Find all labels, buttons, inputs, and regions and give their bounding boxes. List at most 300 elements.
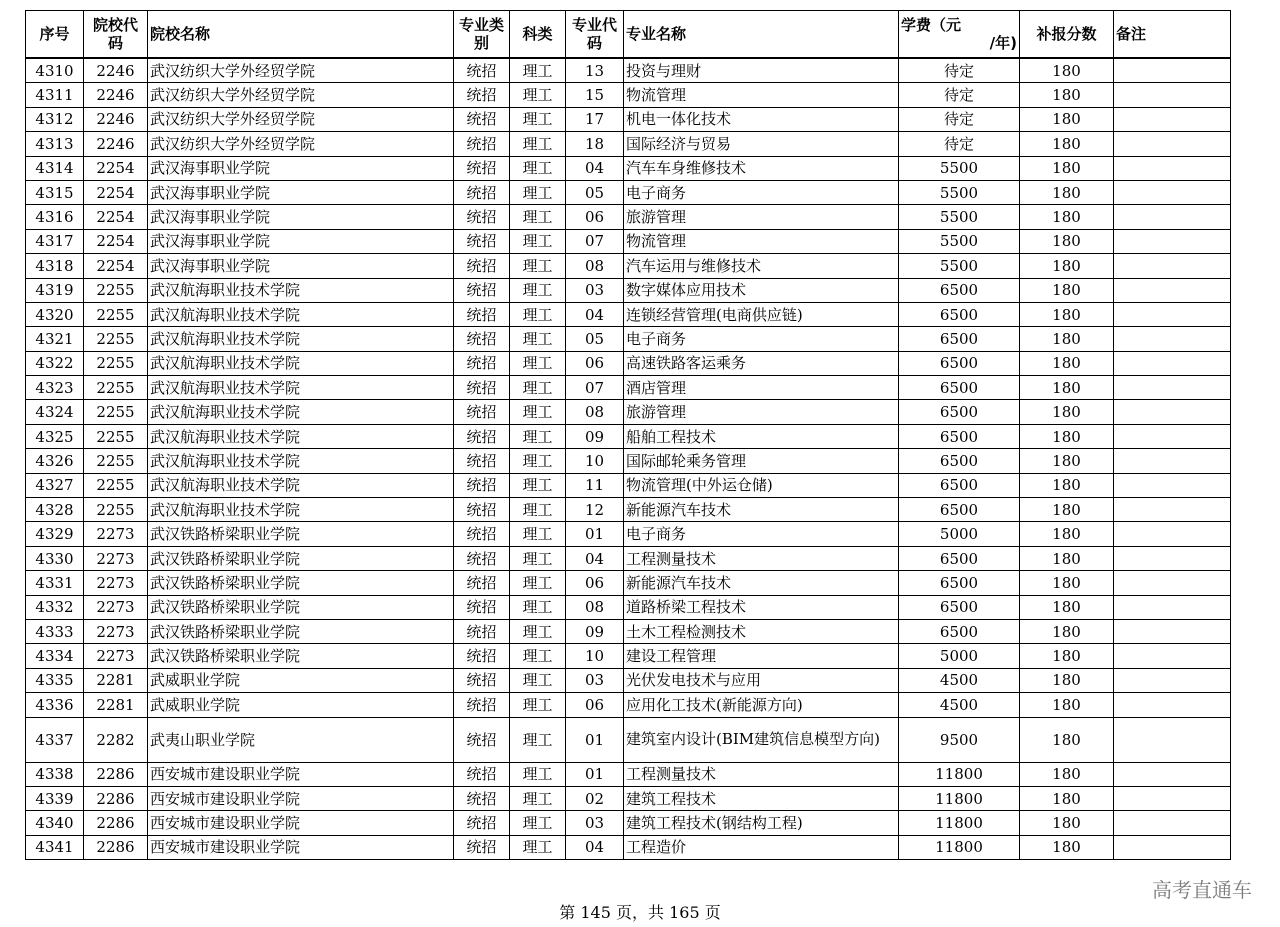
cell-major-name: 旅游管理 xyxy=(624,400,899,424)
cell-school-name: 武汉铁路桥梁职业学院 xyxy=(148,644,454,668)
table-row xyxy=(26,83,1231,107)
cell-school-name: 武汉铁路桥梁职业学院 xyxy=(148,522,454,546)
cell-major-code: 06 xyxy=(566,205,624,229)
cell-major-name: 酒店管理 xyxy=(624,376,899,400)
cell-school-name: 武汉航海职业技术学院 xyxy=(148,278,454,302)
cell-major-type: 统招 xyxy=(454,811,510,835)
cell-note xyxy=(1114,254,1231,278)
cell-school-name: 武汉纺织大学外经贸学院 xyxy=(148,83,454,107)
table-row xyxy=(26,786,1231,810)
cell-school-code: 2246 xyxy=(84,132,148,156)
cell-fee: 6500 xyxy=(899,473,1020,497)
cell-note xyxy=(1114,180,1231,204)
cell-fee: 6500 xyxy=(899,278,1020,302)
cell-category: 理工 xyxy=(510,717,566,762)
cell-fee: 6500 xyxy=(899,571,1020,595)
cell-score: 180 xyxy=(1020,762,1114,786)
cell-school-code: 2255 xyxy=(84,327,148,351)
cell-school-name: 武威职业学院 xyxy=(148,668,454,692)
cell-category: 理工 xyxy=(510,254,566,278)
cell-school-code: 2255 xyxy=(84,376,148,400)
page-footer: 第 145 页，共 165 页 xyxy=(559,903,721,922)
cell-school-name: 武汉海事职业学院 xyxy=(148,205,454,229)
table-row xyxy=(26,376,1231,400)
cell-school-name: 武汉海事职业学院 xyxy=(148,156,454,180)
cell-school-name: 武汉航海职业技术学院 xyxy=(148,449,454,473)
table-row xyxy=(26,571,1231,595)
cell-major-type: 统招 xyxy=(454,327,510,351)
cell-school-code: 2255 xyxy=(84,473,148,497)
cell-seq: 4322 xyxy=(26,351,84,375)
cell-note xyxy=(1114,278,1231,302)
cell-major-name: 土木工程检测技术 xyxy=(624,619,899,643)
cell-seq: 4314 xyxy=(26,156,84,180)
cell-school-code: 2273 xyxy=(84,619,148,643)
cell-major-name: 机电一体化技术 xyxy=(624,107,899,131)
cell-major-name: 投资与理财 xyxy=(624,58,899,83)
cell-major-name: 电子商务 xyxy=(624,327,899,351)
cell-major-name: 汽车运用与维修技术 xyxy=(624,254,899,278)
cell-category: 理工 xyxy=(510,449,566,473)
cell-score: 180 xyxy=(1020,400,1114,424)
header-fee-line1: 学费（元 xyxy=(901,16,962,34)
table-row xyxy=(26,693,1231,717)
cell-seq: 4324 xyxy=(26,400,84,424)
cell-school-code: 2246 xyxy=(84,58,148,83)
cell-seq: 4318 xyxy=(26,254,84,278)
cell-major-code: 03 xyxy=(566,668,624,692)
watermark: 高考直通车 xyxy=(1152,878,1252,902)
cell-fee: 5000 xyxy=(899,522,1020,546)
cell-category: 理工 xyxy=(510,571,566,595)
table-row xyxy=(26,254,1231,278)
cell-score: 180 xyxy=(1020,278,1114,302)
cell-seq: 4332 xyxy=(26,595,84,619)
cell-major-name: 物流管理(中外运仓储) xyxy=(624,473,899,497)
cell-school-code: 2254 xyxy=(84,254,148,278)
cell-category: 理工 xyxy=(510,58,566,83)
cell-category: 理工 xyxy=(510,327,566,351)
cell-major-name: 旅游管理 xyxy=(624,205,899,229)
cell-school-name: 武汉航海职业技术学院 xyxy=(148,424,454,448)
table-row xyxy=(26,668,1231,692)
cell-major-type: 统招 xyxy=(454,546,510,570)
cell-major-type: 统招 xyxy=(454,278,510,302)
cell-seq: 4337 xyxy=(26,717,84,762)
cell-note xyxy=(1114,546,1231,570)
cell-major-type: 统招 xyxy=(454,205,510,229)
cell-major-code: 08 xyxy=(566,254,624,278)
cell-note xyxy=(1114,522,1231,546)
cell-major-code: 11 xyxy=(566,473,624,497)
cell-major-name: 电子商务 xyxy=(624,522,899,546)
table-row xyxy=(26,229,1231,253)
cell-seq: 4327 xyxy=(26,473,84,497)
cell-category: 理工 xyxy=(510,229,566,253)
cell-category: 理工 xyxy=(510,498,566,522)
header-score: 补报分数 xyxy=(1020,11,1114,59)
cell-fee: 待定 xyxy=(899,58,1020,83)
cell-category: 理工 xyxy=(510,835,566,859)
cell-major-type: 统招 xyxy=(454,619,510,643)
cell-note xyxy=(1114,83,1231,107)
cell-seq: 4310 xyxy=(26,58,84,83)
cell-school-name: 武汉航海职业技术学院 xyxy=(148,327,454,351)
table-row xyxy=(26,400,1231,424)
cell-major-code: 04 xyxy=(566,835,624,859)
cell-score: 180 xyxy=(1020,644,1114,668)
cell-seq: 4340 xyxy=(26,811,84,835)
cell-major-name: 国际邮轮乘务管理 xyxy=(624,449,899,473)
cell-school-code: 2273 xyxy=(84,595,148,619)
cell-school-code: 2255 xyxy=(84,278,148,302)
cell-major-type: 统招 xyxy=(454,83,510,107)
cell-fee: 5500 xyxy=(899,205,1020,229)
cell-major-code: 04 xyxy=(566,546,624,570)
cell-major-code: 18 xyxy=(566,132,624,156)
table-row xyxy=(26,835,1231,859)
cell-seq: 4335 xyxy=(26,668,84,692)
cell-major-type: 统招 xyxy=(454,449,510,473)
cell-category: 理工 xyxy=(510,302,566,326)
table-row xyxy=(26,180,1231,204)
cell-major-code: 01 xyxy=(566,717,624,762)
table-body xyxy=(26,58,1231,860)
cell-major-type: 统招 xyxy=(454,498,510,522)
table-row xyxy=(26,449,1231,473)
table-row xyxy=(26,351,1231,375)
cell-school-code: 2286 xyxy=(84,786,148,810)
header-fee xyxy=(899,11,1020,59)
cell-major-code: 13 xyxy=(566,58,624,83)
cell-category: 理工 xyxy=(510,400,566,424)
cell-school-code: 2273 xyxy=(84,522,148,546)
cell-major-type: 统招 xyxy=(454,786,510,810)
cell-category: 理工 xyxy=(510,180,566,204)
cell-category: 理工 xyxy=(510,546,566,570)
cell-school-code: 2255 xyxy=(84,424,148,448)
cell-school-code: 2254 xyxy=(84,229,148,253)
cell-major-code: 01 xyxy=(566,522,624,546)
cell-note xyxy=(1114,498,1231,522)
cell-major-code: 12 xyxy=(566,498,624,522)
cell-school-name: 武汉铁路桥梁职业学院 xyxy=(148,619,454,643)
cell-major-name: 物流管理 xyxy=(624,83,899,107)
cell-fee: 6500 xyxy=(899,424,1020,448)
cell-category: 理工 xyxy=(510,424,566,448)
cell-fee: 6500 xyxy=(899,351,1020,375)
cell-school-name: 西安城市建设职业学院 xyxy=(148,811,454,835)
cell-major-name: 建设工程管理 xyxy=(624,644,899,668)
cell-score: 180 xyxy=(1020,205,1114,229)
cell-seq: 4329 xyxy=(26,522,84,546)
cell-seq: 4325 xyxy=(26,424,84,448)
cell-note xyxy=(1114,327,1231,351)
cell-major-name: 应用化工技术(新能源方向) xyxy=(624,693,899,717)
cell-major-code: 04 xyxy=(566,156,624,180)
cell-note xyxy=(1114,835,1231,859)
cell-seq: 4330 xyxy=(26,546,84,570)
cell-major-name: 国际经济与贸易 xyxy=(624,132,899,156)
cell-school-name: 武汉航海职业技术学院 xyxy=(148,302,454,326)
cell-seq: 4326 xyxy=(26,449,84,473)
cell-major-type: 统招 xyxy=(454,107,510,131)
cell-note xyxy=(1114,693,1231,717)
cell-note xyxy=(1114,58,1231,83)
cell-school-name: 武汉航海职业技术学院 xyxy=(148,351,454,375)
cell-major-code: 01 xyxy=(566,762,624,786)
cell-major-code: 05 xyxy=(566,327,624,351)
cell-score: 180 xyxy=(1020,522,1114,546)
cell-major-name: 汽车车身维修技术 xyxy=(624,156,899,180)
cell-major-type: 统招 xyxy=(454,376,510,400)
cell-category: 理工 xyxy=(510,156,566,180)
cell-score: 180 xyxy=(1020,668,1114,692)
cell-major-type: 统招 xyxy=(454,693,510,717)
cell-note xyxy=(1114,107,1231,131)
cell-major-code: 04 xyxy=(566,302,624,326)
cell-major-type: 统招 xyxy=(454,473,510,497)
table-row xyxy=(26,717,1231,762)
cell-fee: 4500 xyxy=(899,693,1020,717)
cell-major-type: 统招 xyxy=(454,132,510,156)
cell-school-code: 2254 xyxy=(84,205,148,229)
cell-note xyxy=(1114,376,1231,400)
cell-major-type: 统招 xyxy=(454,644,510,668)
table-row xyxy=(26,473,1231,497)
cell-major-code: 10 xyxy=(566,644,624,668)
cell-major-name: 电子商务 xyxy=(624,180,899,204)
cell-category: 理工 xyxy=(510,811,566,835)
cell-score: 180 xyxy=(1020,156,1114,180)
cell-major-name: 建筑工程技术(钢结构工程) xyxy=(624,811,899,835)
cell-major-type: 统招 xyxy=(454,229,510,253)
cell-school-code: 2255 xyxy=(84,400,148,424)
cell-major-code: 03 xyxy=(566,278,624,302)
cell-school-name: 武汉海事职业学院 xyxy=(148,254,454,278)
cell-note xyxy=(1114,619,1231,643)
cell-fee: 11800 xyxy=(899,762,1020,786)
cell-category: 理工 xyxy=(510,205,566,229)
cell-note xyxy=(1114,644,1231,668)
cell-score: 180 xyxy=(1020,424,1114,448)
cell-major-code: 10 xyxy=(566,449,624,473)
cell-school-name: 武汉海事职业学院 xyxy=(148,180,454,204)
cell-note xyxy=(1114,449,1231,473)
cell-note xyxy=(1114,156,1231,180)
cell-score: 180 xyxy=(1020,180,1114,204)
cell-category: 理工 xyxy=(510,107,566,131)
cell-category: 理工 xyxy=(510,83,566,107)
cell-major-name: 光伏发电技术与应用 xyxy=(624,668,899,692)
cell-school-name: 武威职业学院 xyxy=(148,693,454,717)
cell-major-name: 道路桥梁工程技术 xyxy=(624,595,899,619)
header-category: 科类 xyxy=(510,11,566,59)
cell-school-name: 西安城市建设职业学院 xyxy=(148,835,454,859)
cell-fee: 6500 xyxy=(899,400,1020,424)
cell-major-name: 新能源汽车技术 xyxy=(624,498,899,522)
table-row xyxy=(26,58,1231,83)
header-school-name: 院校名称 xyxy=(148,11,454,59)
cell-school-code: 2286 xyxy=(84,811,148,835)
cell-fee: 9500 xyxy=(899,717,1020,762)
cell-seq: 4323 xyxy=(26,376,84,400)
table-row xyxy=(26,156,1231,180)
table-row xyxy=(26,522,1231,546)
cell-school-code: 2273 xyxy=(84,571,148,595)
header-row xyxy=(26,11,1231,59)
table-row xyxy=(26,595,1231,619)
cell-major-code: 02 xyxy=(566,786,624,810)
cell-score: 180 xyxy=(1020,58,1114,83)
header-seq: 序号 xyxy=(26,11,84,59)
cell-major-name: 建筑室内设计(BIM建筑信息模型方向) xyxy=(624,717,899,762)
cell-major-type: 统招 xyxy=(454,302,510,326)
cell-major-code: 06 xyxy=(566,571,624,595)
cell-major-type: 统招 xyxy=(454,522,510,546)
cell-category: 理工 xyxy=(510,762,566,786)
cell-seq: 4316 xyxy=(26,205,84,229)
cell-score: 180 xyxy=(1020,595,1114,619)
cell-score: 180 xyxy=(1020,449,1114,473)
cell-note xyxy=(1114,717,1231,762)
cell-school-code: 2281 xyxy=(84,668,148,692)
cell-score: 180 xyxy=(1020,571,1114,595)
cell-school-name: 武汉海事职业学院 xyxy=(148,229,454,253)
cell-seq: 4315 xyxy=(26,180,84,204)
cell-school-code: 2254 xyxy=(84,156,148,180)
cell-school-code: 2255 xyxy=(84,302,148,326)
cell-score: 180 xyxy=(1020,811,1114,835)
cell-major-type: 统招 xyxy=(454,835,510,859)
cell-category: 理工 xyxy=(510,376,566,400)
cell-school-code: 2246 xyxy=(84,107,148,131)
cell-seq: 4312 xyxy=(26,107,84,131)
cell-major-type: 统招 xyxy=(454,180,510,204)
cell-score: 180 xyxy=(1020,376,1114,400)
cell-school-code: 2255 xyxy=(84,449,148,473)
cell-major-name: 新能源汽车技术 xyxy=(624,571,899,595)
cell-major-name: 数字媒体应用技术 xyxy=(624,278,899,302)
cell-school-code: 2246 xyxy=(84,83,148,107)
table-row xyxy=(26,498,1231,522)
cell-major-name: 物流管理 xyxy=(624,229,899,253)
cell-fee: 11800 xyxy=(899,786,1020,810)
cell-category: 理工 xyxy=(510,278,566,302)
cell-seq: 4334 xyxy=(26,644,84,668)
cell-fee: 6500 xyxy=(899,619,1020,643)
cell-seq: 4333 xyxy=(26,619,84,643)
cell-seq: 4311 xyxy=(26,83,84,107)
cell-score: 180 xyxy=(1020,786,1114,810)
cell-category: 理工 xyxy=(510,522,566,546)
cell-major-type: 统招 xyxy=(454,400,510,424)
cell-seq: 4331 xyxy=(26,571,84,595)
cell-major-name: 工程测量技术 xyxy=(624,762,899,786)
cell-major-code: 08 xyxy=(566,400,624,424)
cell-school-name: 武汉铁路桥梁职业学院 xyxy=(148,546,454,570)
cell-school-code: 2255 xyxy=(84,351,148,375)
cell-major-type: 统招 xyxy=(454,668,510,692)
cell-school-name: 武汉铁路桥梁职业学院 xyxy=(148,571,454,595)
cell-major-code: 09 xyxy=(566,424,624,448)
cell-major-code: 09 xyxy=(566,619,624,643)
cell-fee: 6500 xyxy=(899,449,1020,473)
cell-fee: 6500 xyxy=(899,302,1020,326)
table-row xyxy=(26,546,1231,570)
cell-category: 理工 xyxy=(510,786,566,810)
cell-score: 180 xyxy=(1020,693,1114,717)
cell-category: 理工 xyxy=(510,595,566,619)
cell-fee: 6500 xyxy=(899,327,1020,351)
cell-seq: 4338 xyxy=(26,762,84,786)
cell-school-code: 2273 xyxy=(84,644,148,668)
cell-seq: 4317 xyxy=(26,229,84,253)
cell-major-name: 连锁经营管理(电商供应链) xyxy=(624,302,899,326)
cell-major-code: 06 xyxy=(566,351,624,375)
header-school-code: 院校代码 xyxy=(84,11,148,59)
cell-school-name: 西安城市建设职业学院 xyxy=(148,762,454,786)
cell-fee: 5500 xyxy=(899,180,1020,204)
admission-table xyxy=(25,10,1231,860)
cell-school-name: 武汉航海职业技术学院 xyxy=(148,400,454,424)
cell-fee: 4500 xyxy=(899,668,1020,692)
cell-category: 理工 xyxy=(510,668,566,692)
cell-major-type: 统招 xyxy=(454,58,510,83)
cell-fee: 待定 xyxy=(899,132,1020,156)
table-row xyxy=(26,424,1231,448)
cell-major-name: 船舶工程技术 xyxy=(624,424,899,448)
cell-fee: 待定 xyxy=(899,83,1020,107)
cell-school-name: 武夷山职业学院 xyxy=(148,717,454,762)
cell-category: 理工 xyxy=(510,644,566,668)
cell-school-name: 武汉航海职业技术学院 xyxy=(148,498,454,522)
table-row xyxy=(26,132,1231,156)
cell-major-name: 建筑工程技术 xyxy=(624,786,899,810)
cell-fee: 11800 xyxy=(899,811,1020,835)
cell-school-name: 武汉航海职业技术学院 xyxy=(148,473,454,497)
cell-score: 180 xyxy=(1020,498,1114,522)
table-row xyxy=(26,327,1231,351)
cell-seq: 4339 xyxy=(26,786,84,810)
cell-major-type: 统招 xyxy=(454,571,510,595)
cell-note xyxy=(1114,473,1231,497)
cell-major-name: 工程造价 xyxy=(624,835,899,859)
cell-note xyxy=(1114,762,1231,786)
table-row xyxy=(26,644,1231,668)
cell-seq: 4319 xyxy=(26,278,84,302)
cell-note xyxy=(1114,302,1231,326)
cell-score: 180 xyxy=(1020,229,1114,253)
cell-major-type: 统招 xyxy=(454,717,510,762)
cell-major-type: 统招 xyxy=(454,254,510,278)
cell-note xyxy=(1114,811,1231,835)
cell-major-type: 统招 xyxy=(454,595,510,619)
cell-school-name: 武汉纺织大学外经贸学院 xyxy=(148,132,454,156)
cell-major-code: 07 xyxy=(566,376,624,400)
cell-major-name: 工程测量技术 xyxy=(624,546,899,570)
cell-fee: 5500 xyxy=(899,254,1020,278)
cell-score: 180 xyxy=(1020,254,1114,278)
cell-score: 180 xyxy=(1020,107,1114,131)
cell-major-type: 统招 xyxy=(454,424,510,448)
cell-school-code: 2273 xyxy=(84,546,148,570)
cell-note xyxy=(1114,668,1231,692)
cell-major-code: 03 xyxy=(566,811,624,835)
cell-major-type: 统招 xyxy=(454,351,510,375)
table-row xyxy=(26,302,1231,326)
cell-note xyxy=(1114,132,1231,156)
